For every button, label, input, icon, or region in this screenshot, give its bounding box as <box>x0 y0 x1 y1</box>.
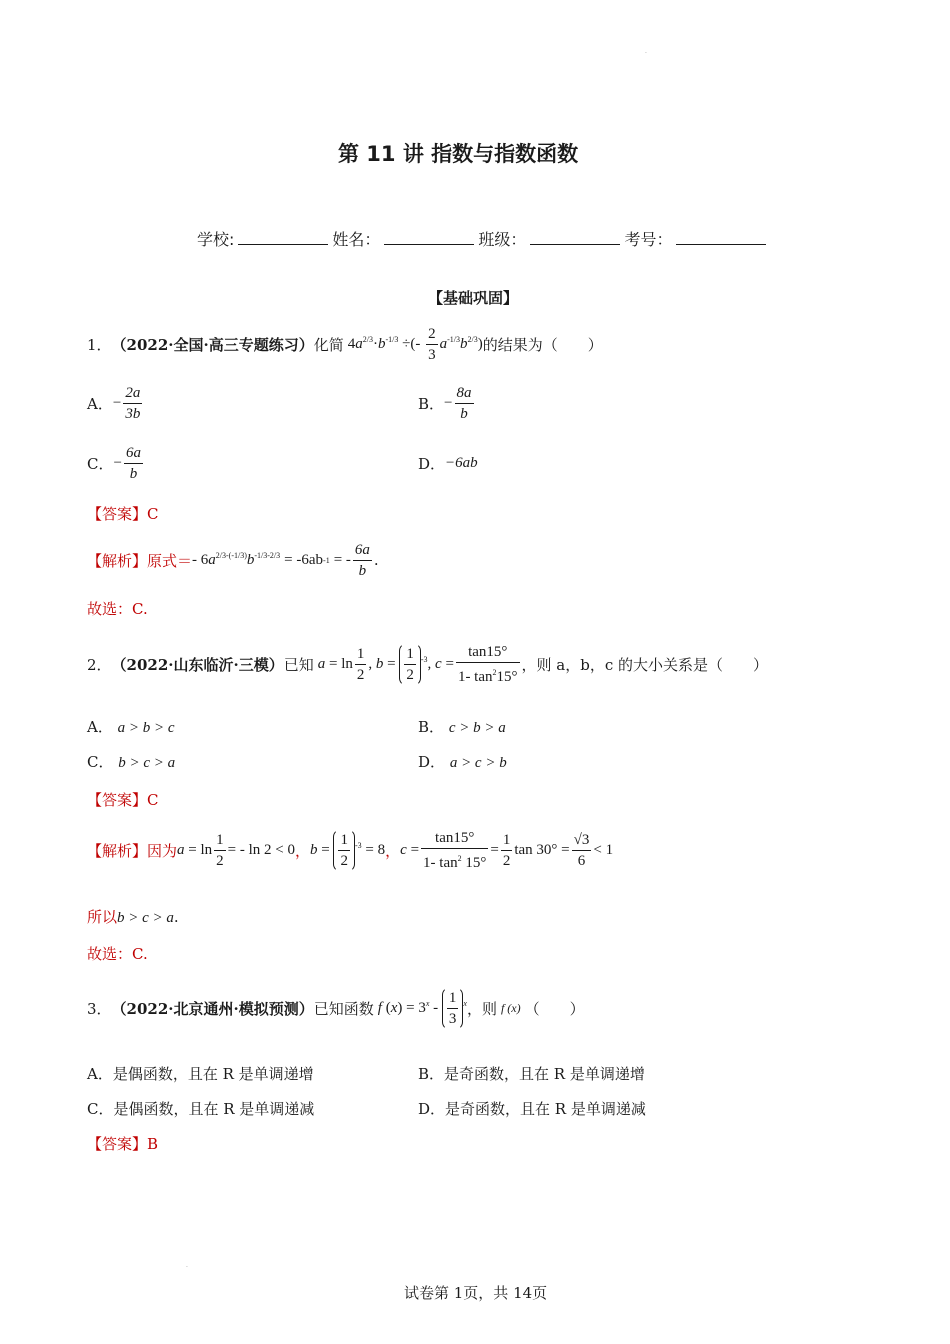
q1-text-before: 化简 <box>313 335 344 354</box>
q2-option-d[interactable] <box>418 751 507 772</box>
q1-option-c-label: C． <box>87 454 114 473</box>
q2-analysis: 【解析】因为 a = ln $\frac{1}{2}$ = - ln 2 < 0 ， b = $\frac{1}{2}$ $^{-3}$ = 8 ， c = $\frac{\tan 15^\circ}{1- \tan^2 15^\circ}$ = $\frac{1}{2}$ tan 30° = $\frac{√3}{6}$ < 1 <box>87 829 614 871</box>
q2-analysis-a: a = ln $\frac{1}{2}$ = - ln 2 < 0 <box>177 831 295 869</box>
q1-option-a[interactable] <box>87 381 144 425</box>
q1-analysis: 【解析】原式＝ - $6a^{2/3-(-1/3)}b^{-1/3-2/3}$ = -6ab -1 = - $\frac{6a}{b}$ . <box>87 541 379 579</box>
q3-option-d[interactable]: D．是奇函数，且在 R 是单调递减 <box>418 1100 646 1118</box>
q3-text-before: 已知函数 <box>313 999 374 1018</box>
q2-option-c-math: b > c > a <box>118 755 176 771</box>
q1-option-a-frac <box>123 383 142 424</box>
q1-text-after: 的结果为（ ） <box>482 335 603 354</box>
school-label: 学校: <box>197 230 235 249</box>
question-2 <box>87 636 768 692</box>
name-blank[interactable] <box>384 230 474 245</box>
q2-conclusion-label: 所以 <box>87 908 118 926</box>
q1-option-c[interactable] <box>87 441 145 485</box>
q2-option-b-math: c > b > a <box>448 720 506 736</box>
q2-analysis-label: 【解析】因为 <box>87 841 178 860</box>
q2-choose: 故选：C. <box>87 945 148 963</box>
q3-option-b[interactable]: B．是奇函数，且在 R 是单调递增 <box>418 1065 645 1083</box>
exam-no-blank[interactable] <box>676 230 766 245</box>
q3-option-c[interactable]: C．是偶函数，且在 R 是单调递减 <box>87 1100 315 1118</box>
q3-option-a[interactable]: A．是偶函数，且在 R 是单调递增 <box>87 1065 314 1083</box>
q3-answer: 【答案】B <box>87 1135 159 1153</box>
q2-option-d-label: D． <box>418 753 446 771</box>
page-title: 第 11 讲 指数与指数函数 <box>338 142 579 166</box>
q2-text-after: ，则 a，b，c 的大小关系是（ ） <box>521 655 768 674</box>
q1-option-c-frac <box>124 443 143 484</box>
q1-option-a-den: 3b <box>125 405 141 422</box>
school-blank[interactable] <box>238 230 328 245</box>
q1-frac-two-thirds: $\frac{2}{3}$ <box>428 325 436 363</box>
q1-source: （2022·全国·高三专题练习） <box>111 335 314 354</box>
q2-option-a[interactable] <box>87 716 175 737</box>
section-heading: 【基础巩固】 <box>428 289 519 307</box>
q1-analysis-num: 6a <box>353 540 372 561</box>
q1-expression: $4a^{2/3}\cdot b^{-1/3}$ ÷(- $\frac{2}{3}$ $a^{-1/3}b^{2/3}$) <box>347 325 483 363</box>
q2-text-before: 已知 <box>283 655 314 674</box>
q2-option-a-label: A． <box>87 718 113 736</box>
q1-option-d-label: D． <box>418 454 446 473</box>
q1-option-b-sign: − <box>444 394 453 411</box>
name-label: 姓名： <box>332 230 381 249</box>
q3-text-end: （ ） <box>524 999 585 1018</box>
q1-option-b-den: b <box>460 405 468 422</box>
q1-option-b-frac <box>455 383 474 424</box>
q1-option-d-math: −6ab <box>445 454 478 471</box>
q2-option-d-math: a > c > b <box>449 755 507 771</box>
question-3 <box>87 980 585 1036</box>
q2-conclusion: 所以b > c > a. <box>87 908 179 926</box>
q1-option-c-num: 6a <box>124 443 143 464</box>
q1-analysis-expr1: - $6a^{2/3-(-1/3)}b^{-1/3-2/3}$ <box>192 551 281 568</box>
q2-option-a-math: a > b > c <box>117 720 175 736</box>
q2-number: 2． <box>87 655 112 674</box>
q1-analysis-den: b <box>358 562 367 579</box>
q3-expression: f $(x) = 3^x$ - $\frac{1}{3}$ $^x$ <box>378 987 467 1030</box>
page-footer: 试卷第 1页，共 14页 <box>404 1284 548 1302</box>
q1-number: 1． <box>87 335 112 354</box>
q1-analysis-label: 【解析】原式＝ <box>87 551 193 570</box>
footer-dot: . <box>186 1262 188 1269</box>
q2-option-c-label: C． <box>87 753 114 771</box>
class-label: 班级： <box>478 230 527 249</box>
q3-number: 3． <box>87 999 112 1018</box>
q1-analysis-expr3: = - <box>333 551 351 568</box>
q2-analysis-b: b = $\frac{1}{2}$ $^{-3}$ = 8 <box>310 829 385 872</box>
question-1 <box>87 322 603 366</box>
q1-analysis-frac <box>353 540 372 581</box>
q1-option-a-label: A． <box>87 394 113 413</box>
q2-expression: a = ln $\frac{1}{2}$ , b = $\frac{1}{2}$ $^{-3}$, c = $\frac{\tan 15^\circ}{1- \tan^215^\circ}$ <box>317 643 518 685</box>
q1-option-d[interactable] <box>418 441 478 485</box>
q1-option-b-label: B． <box>418 394 445 413</box>
q3-text-after: ，则 <box>466 999 497 1018</box>
q2-source: （2022·山东临沂·三模） <box>111 655 284 674</box>
q1-analysis-expr2: = -6ab <box>284 551 324 568</box>
q3-source: （2022·北京通州·模拟预测） <box>111 999 314 1018</box>
q2-conclusion-math: b > c > a <box>117 910 174 926</box>
q1-option-c-sign: − <box>113 454 122 471</box>
q1-option-c-den: b <box>129 465 138 482</box>
q2-answer: 【答案】C <box>87 791 159 809</box>
q1-answer: 【答案】C <box>87 505 159 523</box>
q1-option-a-num: 2a <box>123 383 142 404</box>
q2-option-b[interactable] <box>418 716 506 737</box>
header-dot: . <box>645 48 647 55</box>
q1-option-b-num: 8a <box>455 383 474 404</box>
q1-choose: 故选：C. <box>87 600 148 618</box>
q1-option-a-sign: − <box>112 394 122 411</box>
q3-fx: f (x) <box>500 1000 521 1015</box>
student-info-line <box>197 227 770 250</box>
q2-analysis-c: c = $\frac{\tan 15^\circ}{1- \tan^2 15^\circ}$ = $\frac{1}{2}$ tan 30° = $\frac{√3}{6}$ < 1 <box>400 829 614 871</box>
q2-option-b-label: B． <box>418 718 445 736</box>
q2-option-c[interactable] <box>87 751 175 772</box>
class-blank[interactable] <box>530 230 620 245</box>
exam-no-label: 考号： <box>624 230 673 249</box>
q1-option-b[interactable] <box>418 381 476 425</box>
